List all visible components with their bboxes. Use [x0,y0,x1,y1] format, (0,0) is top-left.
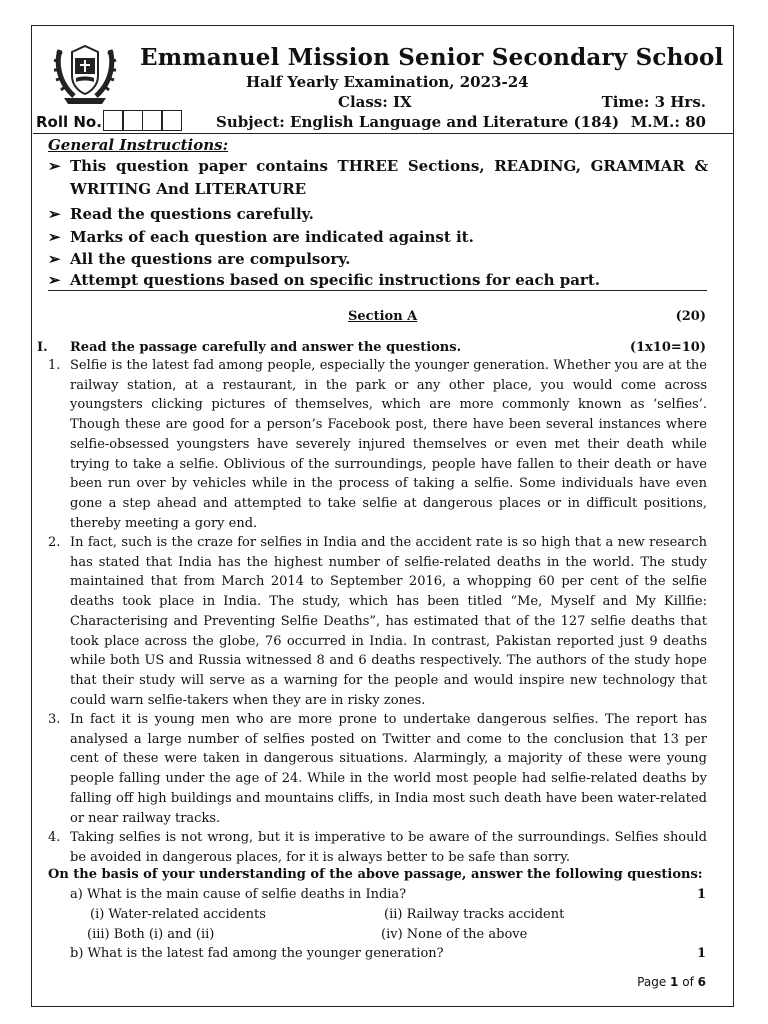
roll-box[interactable] [103,110,124,131]
section-a-marks: (20) [675,309,706,324]
instruction-item: ➢ All the questions are compulsory. [48,248,708,271]
option-iii: (iii) Both (i) and (ii) [87,927,215,942]
question-b: b) What is the latest fad among the younger generation? [70,946,444,961]
instruction-item: ➢ Attempt questions based on specific instructions for each part. [48,269,708,292]
exam-title: Half Yearly Examination, 2023-24 [246,73,529,91]
subject-label: Subject: English Language and Literature (184) [216,113,620,131]
passage-paragraph: 3. In fact it is young men who are more prone to undertake dangerous selfies. The report has analysed a large number of selfies posted on Twitter and come to the conclusion that 13 per cent of these were taken in dangerous situations. Alarmingly, a majority of these were young people falling under the age of 24. While in the world most people had selfie-related deaths by falling off high buildings and mountains cliffs, in India most such death have been water-related or near railway tracks. [48,712,707,826]
arrow-bullet-icon: ➢ [48,228,61,246]
option-iv: (iv) None of the above [381,927,528,942]
option-i: (i) Water-related accidents [90,907,266,922]
question-a-marks: 1 [696,887,706,902]
instructions-divider [48,290,707,291]
instruction-item: ➢ Marks of each question are indicated against it. [48,226,708,249]
max-marks-label: M.M.: 80 [630,113,706,131]
roll-no-label: Roll No. [36,113,102,131]
option-ii: (ii) Railway tracks accident [384,907,565,922]
question-marks: (1x10=10) [629,340,706,355]
header-divider [33,133,733,134]
class-label: Class: IX [338,93,412,111]
school-emblem-icon [52,38,118,110]
roll-box[interactable] [122,110,143,131]
general-instructions-title: General Instructions: [48,136,229,154]
arrow-bullet-icon: ➢ [48,205,61,223]
arrow-bullet-icon: ➢ [48,157,61,175]
roll-no-boxes[interactable] [104,110,182,131]
section-a-title: Section A [348,309,418,324]
question-b-marks: 1 [696,946,706,961]
roll-box[interactable] [142,110,163,131]
time-label: Time: 3 Hrs. [601,93,706,111]
passage-paragraph: 4. Taking selfies is not wrong, but it is imperative to be aware of the surroundings. Selfies should be avoided in dangerous places, for it is always better to be safe than sorry. [48,830,707,865]
passage-instruction: On the basis of your understanding of the above passage, answer the following questions: [48,867,703,882]
instruction-item: ➢ Read the questions carefully. [48,203,708,226]
passage-paragraph: 2. In fact, such is the craze for selfies in India and the accident rate is so high that a new research has stated that India has the highest number of selfie-related deaths in the world. The study maintained that from March 2014 to September 2016, a whopping 60 per cent of the selfie deaths took place in India. The study, which has been titled “Me, Myself and My Killfie: Characterising and Preventing Selfie Deaths”, has estimated that of the 127 selfie deaths that took place across the globe, 76 occurred in India. In contrast, Pakistan reported just 9 deaths while both US and Russia witnessed 8 and 6 deaths respectively. The authors of the study hope that their study will serve as a warning for the people and would inspire new technology that could warn selfie-takers when they are in risky zones. [48,535,707,708]
question-a: a) What is the main cause of selfie deaths in India? [70,887,407,902]
school-name: Emmanuel Mission Senior Secondary School [140,44,724,71]
instruction-item: ➢ This question paper contains THREE Sections, READING, GRAMMAR & WRITING And LITERATURE [48,157,708,198]
page-number: Page 1 of 6 [637,975,706,989]
arrow-bullet-icon: ➢ [48,271,61,289]
arrow-bullet-icon: ➢ [48,250,61,268]
question-text: Read the passage carefully and answer the questions. [70,340,462,355]
question-number: I. [37,340,48,355]
roll-box[interactable] [161,110,182,131]
passage-paragraph: 1. Selfie is the latest fad among people, especially the younger generation. Whether you are at the railway station, at a restaurant, in the park or any other place, you would come across youngsters clicking pictures of themselves, which are more commonly known as ‘selfies’. Though these are good for a person’s Facebook post, there have been several instances where selfie-obsessed youngsters have severely injured themselves or even met their death while trying to take a selfie. Oblivious of the surroundings, people have fallen to their death or have been run over by vehicles while in the process of taking a selfie. Some individuals have even gone a step ahead and attempted to take selfie at dangerous places or in difficult positions, thereby meeting a gory end. [48,358,707,531]
